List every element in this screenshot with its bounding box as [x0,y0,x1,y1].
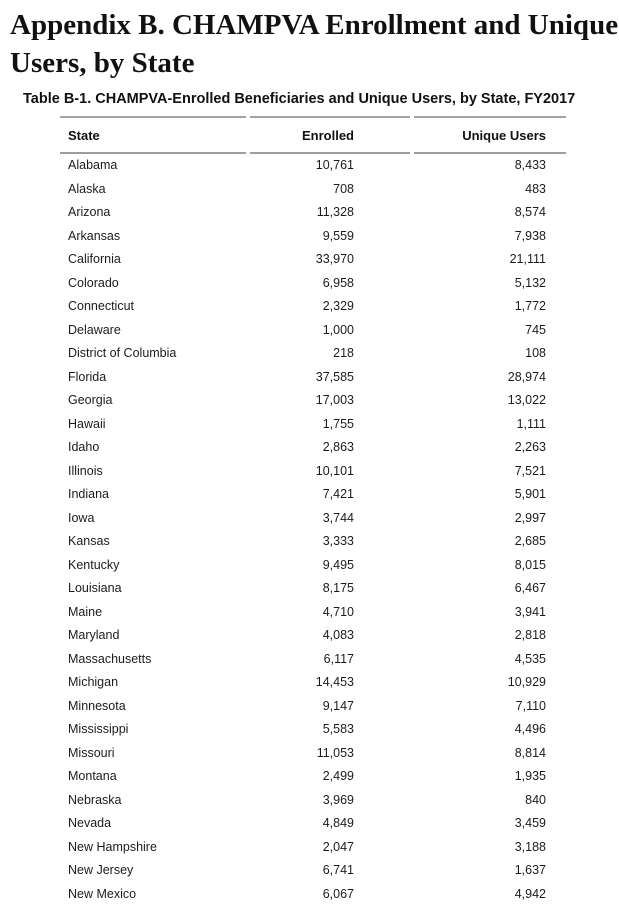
enrolled-cell: 218 [333,346,354,361]
enrolled-cell: 4,083 [322,628,354,643]
state-cell: Kentucky [68,557,120,572]
unique-users-cell: 3,188 [514,839,546,854]
state-cell: Maryland [68,628,120,643]
unique-users-cell: 840 [525,792,546,807]
enrolled-cell: 3,333 [322,534,354,549]
col-header-state: State [60,116,246,154]
state-cell: Arkansas [68,228,121,243]
page-title-line-1: Appendix B. CHAMPVA Enrollment and Unique [10,9,619,41]
state-cell: Colorado [68,275,119,290]
unique-users-cell: 8,574 [514,205,546,220]
unique-users-cell: 8,814 [514,745,546,760]
table-body [60,154,566,906]
table-row [60,272,566,296]
unique-users-cell: 28,974 [507,369,546,384]
enrolled-cell: 708 [333,181,354,196]
state-cell: California [68,252,121,267]
enrolled-cell: 6,067 [322,886,354,901]
state-cell: Louisiana [68,581,122,596]
page-title [10,6,619,82]
table-row [60,225,566,249]
enrolled-cell: 4,710 [322,604,354,619]
unique-users-cell: 2,818 [514,628,546,643]
table-row [60,483,566,507]
table-row [60,554,566,578]
table-row [60,859,566,883]
table-row [60,342,566,366]
state-cell: Iowa [68,510,95,525]
table-row [60,695,566,719]
unique-users-cell: 5,901 [514,487,546,502]
enrolled-cell: 3,744 [322,510,354,525]
col-header-unique-users: Unique Users [414,116,566,154]
unique-users-cell: 5,132 [514,275,546,290]
state-cell: Alabama [68,158,118,173]
state-cell: Florida [68,369,107,384]
unique-users-cell: 3,459 [514,816,546,831]
page-title-line-2: Users, by State [10,47,195,79]
state-cell: Massachusetts [68,651,152,666]
enrolled-cell: 5,583 [322,722,354,737]
enrolled-cell: 9,495 [322,557,354,572]
table-caption: Table B-1. CHAMPVA-Enrolled Beneficiaries and Unique Users, by State, FY2017 [23,91,576,107]
enrolled-cell: 10,101 [315,463,354,478]
enrolled-cell: 2,047 [322,839,354,854]
table-row [60,154,566,178]
enrolled-cell: 2,863 [322,440,354,455]
enrolled-cell: 6,741 [322,863,354,878]
table-row [60,413,566,437]
table-row [60,319,566,343]
table-row [60,507,566,531]
state-cell: Illinois [68,463,103,478]
state-cell: New Jersey [68,863,134,878]
unique-users-cell: 2,263 [514,440,546,455]
unique-users-cell: 13,022 [507,393,546,408]
unique-users-cell: 10,929 [507,675,546,690]
enrolled-cell: 6,958 [322,275,354,290]
state-cell: Kansas [68,534,110,549]
table-row [60,671,566,695]
unique-users-cell: 7,521 [514,463,546,478]
state-cell: Idaho [68,440,100,455]
enrolled-cell: 1,000 [322,322,354,337]
unique-users-cell: 4,942 [514,886,546,901]
table-row [60,812,566,836]
table-row [60,883,566,907]
unique-users-cell: 4,496 [514,722,546,737]
state-cell: Maine [68,604,103,619]
enrolled-cell: 4,849 [322,816,354,831]
state-cell: Mississippi [68,722,129,737]
table-row [60,248,566,272]
enrolled-cell: 8,175 [322,581,354,596]
state-cell: Connecticut [68,299,135,314]
enrolled-cell: 14,453 [315,675,354,690]
table-row [60,178,566,202]
table-row [60,742,566,766]
enrolled-cell: 17,003 [315,393,354,408]
unique-users-cell: 108 [525,346,546,361]
table-row [60,530,566,554]
unique-users-cell: 745 [525,322,546,337]
enrolled-cell: 9,559 [322,228,354,243]
table-row [60,624,566,648]
enrolled-cell: 6,117 [323,651,354,666]
table-row [60,601,566,625]
unique-users-cell: 1,935 [514,769,546,784]
enrolled-cell: 33,970 [315,252,354,267]
unique-users-cell: 2,685 [514,534,546,549]
unique-users-cell: 7,938 [514,228,546,243]
champva-state-table [56,116,570,906]
state-cell: Alaska [68,181,106,196]
state-cell: Indiana [68,487,110,502]
table-row [60,836,566,860]
state-cell: Georgia [68,393,113,408]
enrolled-cell: 7,421 [322,487,354,502]
table-row [60,201,566,225]
col-header-enrolled: Enrolled [250,116,410,154]
enrolled-cell: 11,328 [316,205,354,220]
unique-users-cell: 8,433 [514,158,546,173]
unique-users-cell: 7,110 [515,698,546,713]
state-cell: Nebraska [68,792,122,807]
table-row [60,436,566,460]
table-row [60,366,566,390]
enrolled-cell: 1,755 [322,416,354,431]
state-cell: Montana [68,769,117,784]
table-row [60,718,566,742]
unique-users-cell: 1,111 [516,416,546,431]
enrolled-cell: 10,761 [315,158,354,173]
enrolled-cell: 9,147 [322,698,354,713]
table-row [60,789,566,813]
table-row [60,460,566,484]
unique-users-cell: 21,111 [509,252,546,267]
table-row [60,648,566,672]
table-header-row [60,116,566,154]
unique-users-cell: 483 [525,181,546,196]
table-row [60,389,566,413]
state-cell: Nevada [68,816,112,831]
state-cell: New Mexico [68,886,137,901]
unique-users-cell: 2,997 [514,510,546,525]
enrolled-cell: 11,053 [316,745,354,760]
unique-users-cell: 1,637 [514,863,546,878]
table-header [60,116,566,154]
unique-users-cell: 8,015 [514,557,546,572]
state-cell: Michigan [68,675,119,690]
state-cell: Delaware [68,322,121,337]
state-cell: Minnesota [68,698,126,713]
state-cell: Hawaii [68,416,106,431]
state-cell: New Hampshire [68,839,157,854]
state-cell: Arizona [68,205,111,220]
unique-users-cell: 6,467 [514,581,546,596]
enrolled-cell: 2,499 [322,769,354,784]
table-row [60,577,566,601]
enrolled-cell: 2,329 [322,299,354,314]
table-row [60,765,566,789]
state-cell: District of Columbia [68,346,177,361]
unique-users-cell: 4,535 [514,651,546,666]
unique-users-cell: 3,941 [514,604,546,619]
unique-users-cell: 1,772 [514,299,546,314]
state-cell: Missouri [68,745,115,760]
table-row [60,295,566,319]
enrolled-cell: 3,969 [322,792,354,807]
enrolled-cell: 37,585 [315,369,354,384]
